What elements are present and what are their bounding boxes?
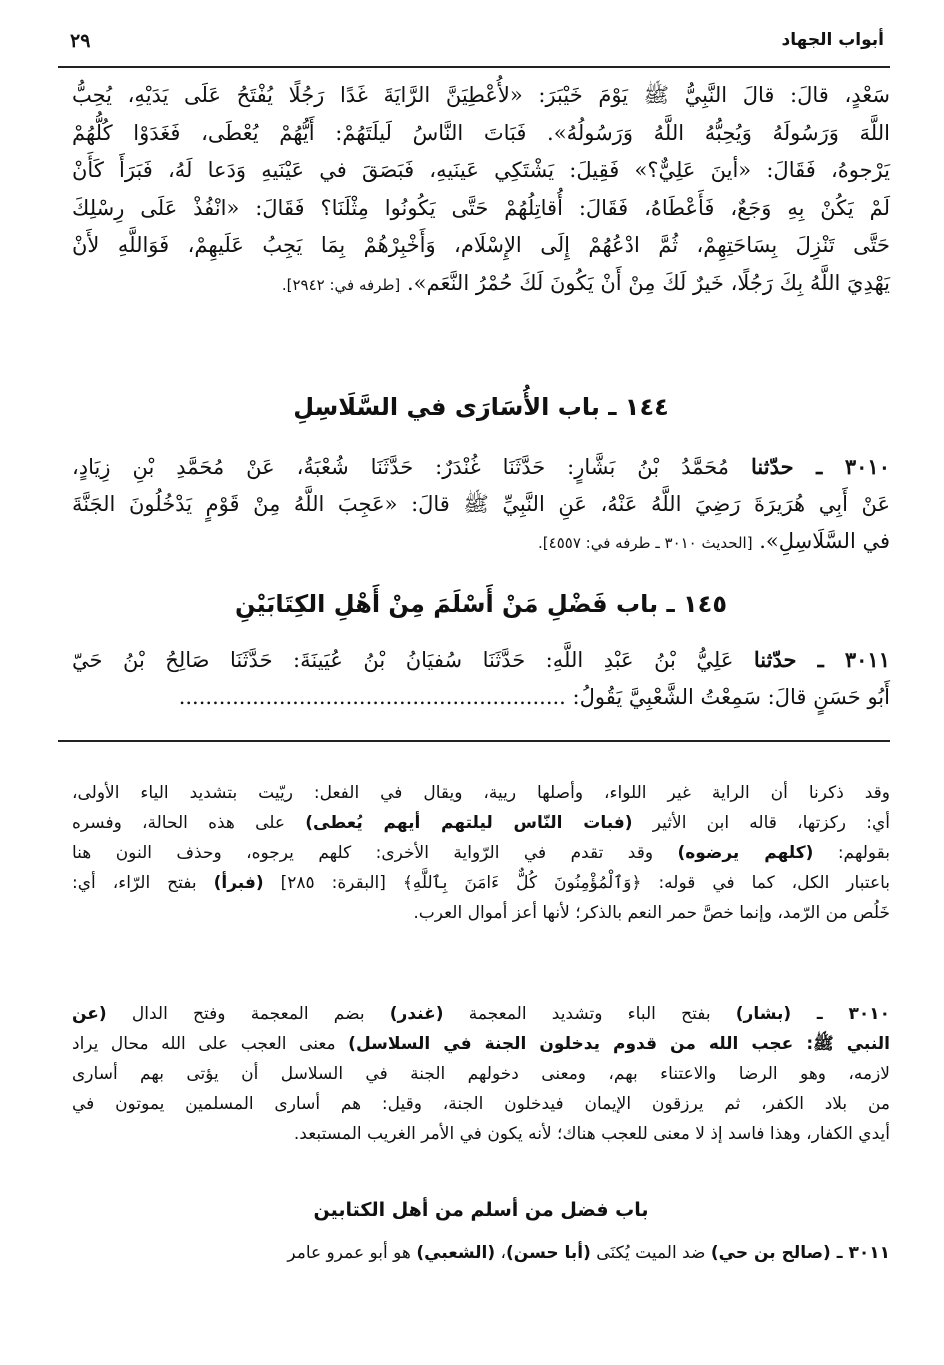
text-segment: خَلُص من الرّمد، وإنما خصَّ حمر النعم بالذكر؛ لأنها أعز أموال العرب. [413, 903, 890, 923]
footnote-rule [58, 740, 890, 742]
text-line [72, 999, 890, 1029]
text-line [72, 523, 890, 561]
text-segment: بفتح الرّاء، أي: [72, 873, 214, 893]
cross-reference: [الحديث ٣٠١٠ ـ طرفه في: ٤٥٥٧]. [538, 534, 753, 552]
footnote-3010 [72, 999, 890, 1149]
text-line [72, 448, 890, 486]
text-segment: ، [495, 1243, 506, 1263]
text-segment: بفتح الباء وتشديد المعجمة [443, 1004, 736, 1024]
bold-text: النبي ﷺ: عجب الله من قدوم يدخلون الجنة في السلاسل) [348, 1034, 890, 1054]
hadith-3010 [72, 448, 890, 561]
bold-text: (غندر) [389, 1004, 444, 1024]
bold-text: (فبات النّاس ليلتهم أيهم يُعطى) [305, 813, 633, 833]
bold-text: ٣٠١١ ـ [830, 1243, 890, 1263]
text-line [72, 838, 890, 868]
text-line [72, 808, 890, 838]
text-line [72, 227, 890, 265]
text-segment: لازمه، وهو الرضا والاعتناء بهم، ومعنى دخولهم الجنة في السلاسل أن يؤتى بهم أسارى [72, 1064, 890, 1084]
bold-text: ٣٠١٠ ـ حدّثنا [750, 454, 890, 479]
text-line [72, 1119, 890, 1149]
bold-text: (صالح بن حي) [710, 1243, 831, 1263]
bold-text: (الشعبي) [416, 1243, 496, 1263]
running-title: أبواب الجهاد [781, 30, 884, 50]
bold-text: ٣٠١١ ـ حدّثنا [753, 647, 890, 672]
footnote-3011 [72, 1238, 890, 1268]
text-line [72, 1029, 890, 1059]
text-segment: سَعْدٍ، قالَ: قالَ النَّبِيُّ ﷺ يَوْمَ خَيْبَرَ: «لأُعْطِيَنَّ الرَّايَةَ غَدًا رَجُلًا يُفْتَحُ عَلَى يَدَيْهِ، يُحِبُّ [72, 83, 890, 107]
text-segment: في السَّلَاسِلِ». [752, 529, 890, 553]
footnote-chapter-heading: باب فضل من أسلم من أهل الكتابين [313, 1199, 649, 1221]
footnote-commentary [72, 778, 890, 928]
text-segment: يَرْجوهُ، فَقَالَ: «أينَ عَلِيٌّ؟» فَقِيلَ: يَشْتَكِي عَينَيهِ، فَبَصَقَ في عَيْنَيهِ وَدَعا لَهُ، فَبَرَأَ كَأَنْ [72, 158, 890, 182]
hadith-3011 [72, 641, 890, 716]
text-segment: هو أبو عمرو عامر [287, 1243, 417, 1263]
text-line [72, 1238, 890, 1268]
text-segment: بضم المعجمة وفتح الدال [106, 1004, 390, 1024]
text-line [72, 778, 890, 808]
text-line [72, 190, 890, 228]
text-segment: مُحَمَّدُ بْنُ بَشَّارٍ: حَدَّثَنَا غُنْدَرٌ: حَدَّثَنَا شُعْبَةُ، عَنْ مُحَمَّدِ بْنِ زِيَادٍ، [72, 455, 751, 479]
text-line [72, 641, 890, 679]
text-segment: أي: ركزتها، قاله ابن الأثير [632, 813, 890, 833]
bold-text: (فبرأ) [213, 873, 264, 893]
text-segment: معنى العجب على الله محال يراد [72, 1034, 349, 1054]
cross-reference: [طرفه في: ٢٩٤٢]. [281, 275, 401, 294]
bold-text: (أبا حسن) [506, 1243, 591, 1263]
text-segment: بقولهم: [813, 843, 890, 863]
text-segment: على هذه الحالة، وفسره [72, 813, 306, 833]
text-line [72, 868, 890, 898]
text-line [72, 679, 890, 717]
text-segment: أَبُو حَسَنٍ قالَ: سَمِعْتُ الشَّعْبِيَّ يَقُولُ: [565, 684, 890, 709]
text-segment: باعتبار الكل، كما في قوله: ﴿وَٱلْمُؤْمِنُونَ كُلٌّ ءَامَنَ بِٱللَّهِ﴾ [البقرة: ٢٨٥] [263, 873, 891, 893]
bold-text: (كلهم يرضوه) [677, 843, 814, 863]
ellipsis-dots: .......................................................... [178, 684, 566, 709]
text-line [72, 77, 890, 115]
text-line [72, 115, 890, 153]
text-segment: حَتَّى تَنْزِلَ بِسَاحَتِهِمْ، ثُمَّ ادْعُهُمْ إِلَى الإِسْلَام، وَأَخْبِرْهُمْ بِمَا يَجِبُ عَلَيهِمْ، فَوَاللَّهِ لأَنْ [72, 233, 890, 257]
text-segment: أيدي الكفار، وهذا فاسد إذ لا معنى للعجب هناك؛ لأنه يكون في الأمر الغريب المستبعد. [293, 1124, 890, 1144]
header-rule [58, 66, 890, 68]
page-number: ٢٩ [70, 30, 91, 52]
chapter-heading-144: ١٤٤ ـ باب الأُسَارَى في السَّلَاسِلِ [293, 393, 669, 421]
text-line [72, 152, 890, 190]
text-segment: يَهْدِيَ اللَّهُ بِكَ رَجُلًا، خَيرٌ لَكَ مِنْ أَنْ يَكُونَ لَكَ حُمْرُ النَّعَم». [400, 270, 890, 295]
text-segment: اللَّهَ وَرَسُولَهُ وَيُحِبُّهُ اللَّهُ وَرَسُولُهُ». فَبَاتَ النَّاسُ لَيلَتَهُمْ: أَيُّهُمْ يُعْطَى، فَغَدَوْا كُلُّهُمْ [72, 120, 890, 145]
text-segment: عَنْ أَبِي هُرَيرَةَ رَضِيَ اللَّهُ عَنْهُ، عَنِ النَّبِيِّ ﷺ قالَ: «عَجِبَ اللَّهُ مِنْ قَوْمٍ يَدْخُلُونَ الجَنَّةَ [72, 491, 890, 516]
text-line [72, 486, 890, 524]
bold-text: ٣٠١٠ ـ [791, 1004, 890, 1024]
hadith-text-continued [72, 77, 890, 302]
text-segment: وقد تقدم في الرّواية الأخرى: كلهم يرجوه، وحذف النون هنا [72, 843, 678, 863]
text-line [72, 265, 890, 303]
bold-text: (عن [72, 1004, 107, 1024]
text-line [72, 1089, 890, 1119]
text-segment: لَمْ يَكُنْ بِهِ وَجَعٌ، فَأَعْطَاهُ، فَقَالَ: أُقاتِلُهُمْ حَتَّى يَكُونُوا مِثْلَنَا؟ فَقَالَ: «انْفُذْ عَلَى رِسْلِكَ [72, 195, 891, 220]
text-segment: ضد الميت يُكنَى [590, 1243, 711, 1263]
chapter-heading-145: ١٤٥ ـ باب فَضْلِ مَنْ أَسْلَمَ مِنْ أَهْلِ الكِتَابَيْنِ [235, 590, 727, 618]
text-segment: وقد ذكرنا أن الراية غير اللواء، وأصلها ريية، ويقال في الفعل: ريّيت بتشديد الياء الأولى، [72, 783, 890, 803]
text-line [72, 898, 890, 928]
text-line [72, 1059, 890, 1089]
text-segment: من بلاد الكفر، ثم يرزقون الإيمان فيدخلون الجنة، وقيل: هم أسارى المسلمين يموتون في [72, 1094, 890, 1114]
text-segment: عَلِيُّ بْنُ عَبْدِ اللَّهِ: حَدَّثَنَا سُفيَانُ بْنُ عُيَينَةَ: حَدَّثَنَا صَالِحُ بْنُ حَيّ [72, 648, 754, 672]
bold-text: (بشار) [735, 1004, 792, 1024]
